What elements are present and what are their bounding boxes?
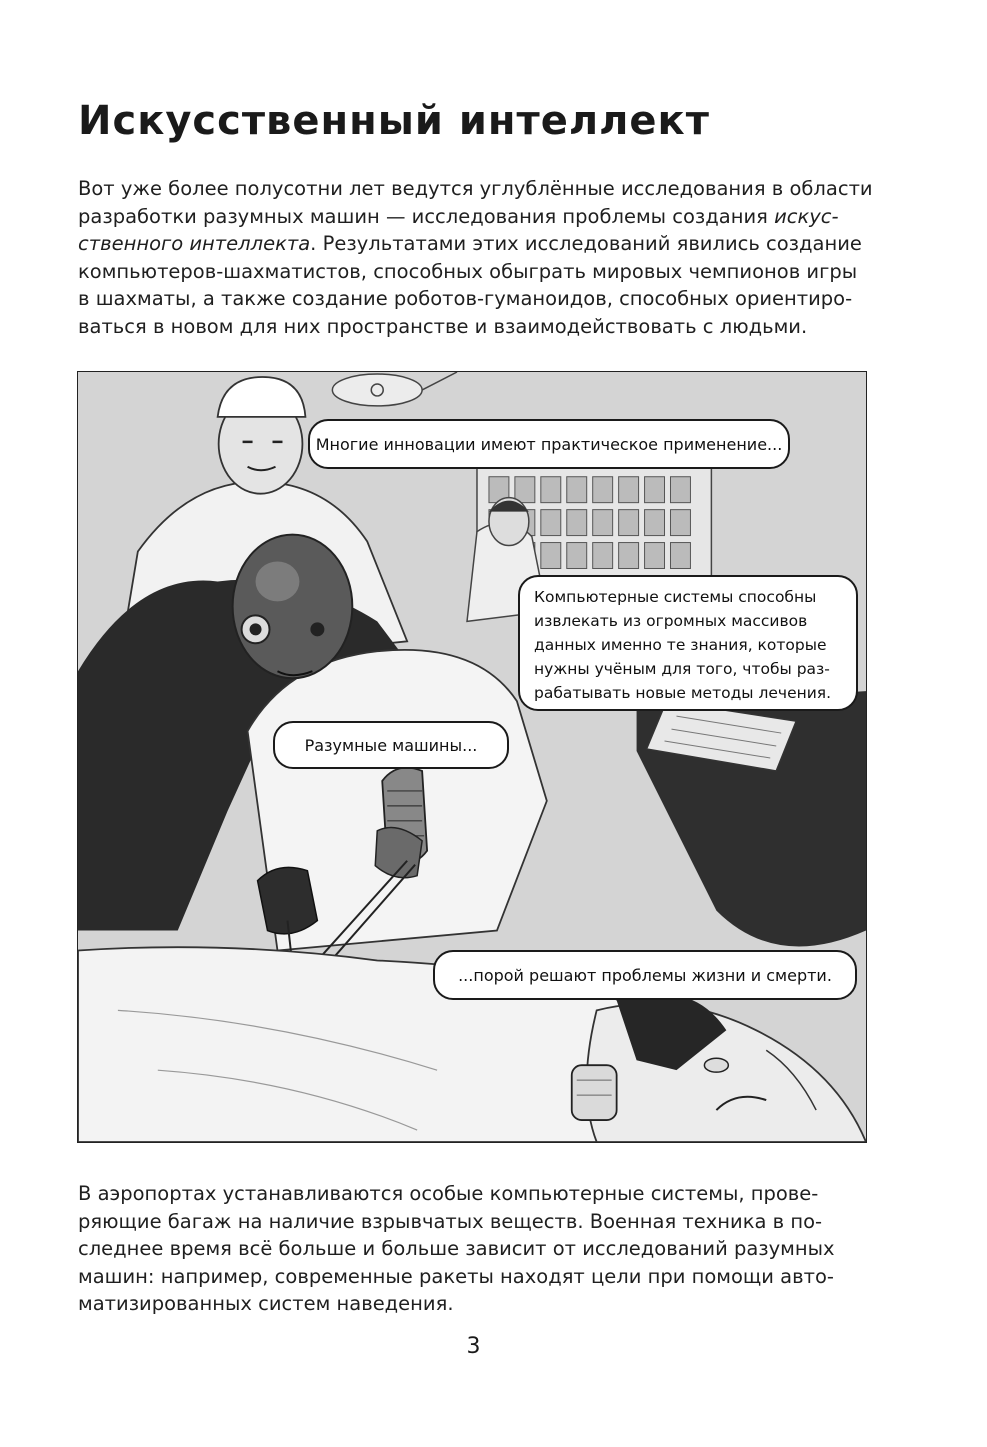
speech-bubble-2-line-4: нужны учёным для того, чтобы раз- — [534, 660, 830, 678]
intro-line-5: в шахматы, а также создание роботов-гуманоидов, способных ориентиро- — [78, 287, 853, 310]
outro-line-3: следнее время всё больше и больше зависит от исследований разумных — [78, 1237, 835, 1260]
intro-line-2-italic: искус- — [774, 204, 839, 228]
comic-panel — [77, 371, 867, 1143]
outro-line-4: машин: например, современные ракеты находят цели при помощи авто- — [78, 1264, 834, 1288]
outro-line-1: В аэропортах устанавливаются особые компьютерные системы, прове- — [78, 1182, 819, 1205]
intro-line-3-italic: ственного интеллекта — [78, 232, 311, 255]
page-title: Искусственный интеллект — [78, 98, 710, 144]
oxygen-mask — [572, 1065, 617, 1120]
speech-bubble-1 — [308, 419, 790, 469]
intro-line-2-text: разработки разумных машин — исследования проблемы создания — [78, 204, 775, 228]
speech-bubble-2-line-2: извлекать из огромных массивов — [534, 612, 808, 630]
speech-bubble-1-text: Многие инновации имеют практическое применение... — [315, 434, 783, 454]
speech-bubble-2-line-5: рабатывать новые методы лечения. — [534, 684, 832, 702]
intro-line-3 — [78, 230, 878, 258]
page-number: 3 — [466, 1334, 481, 1359]
outro-paragraph — [78, 1180, 878, 1318]
intro-line-1: Вот уже более полусотни лет ведутся углублённые исследования в области — [78, 177, 873, 200]
speech-bubble-3 — [273, 721, 509, 769]
outro-line-5: матизированных систем наведения. — [78, 1292, 454, 1315]
intro-line-4: компьютеров-шахматистов, способных обыграть мировых чемпионов игры — [78, 259, 858, 283]
intro-line-3-text: . Результатами этих исследований явились создание — [310, 232, 862, 255]
intro-line-2 — [78, 203, 878, 231]
outro-line-2: ряющие багаж на наличие взрывчатых веществ. Военная техника в по- — [78, 1209, 823, 1233]
intro-paragraph — [78, 175, 878, 340]
speech-bubble-2 — [518, 575, 858, 711]
speech-bubble-4 — [433, 950, 857, 1000]
intro-line-6: ваться в новом для них пространстве и взаимодействовать с людьми. — [78, 314, 808, 338]
speech-bubble-2-line-1: Компьютерные системы способны — [534, 588, 817, 606]
speech-bubble-3-text: Разумные машины... — [304, 735, 478, 755]
speech-bubble-2-line-3: данных именно те знания, которые — [534, 636, 827, 654]
speech-bubble-4-text: ...порой решают проблемы жизни и смерти. — [458, 965, 832, 985]
